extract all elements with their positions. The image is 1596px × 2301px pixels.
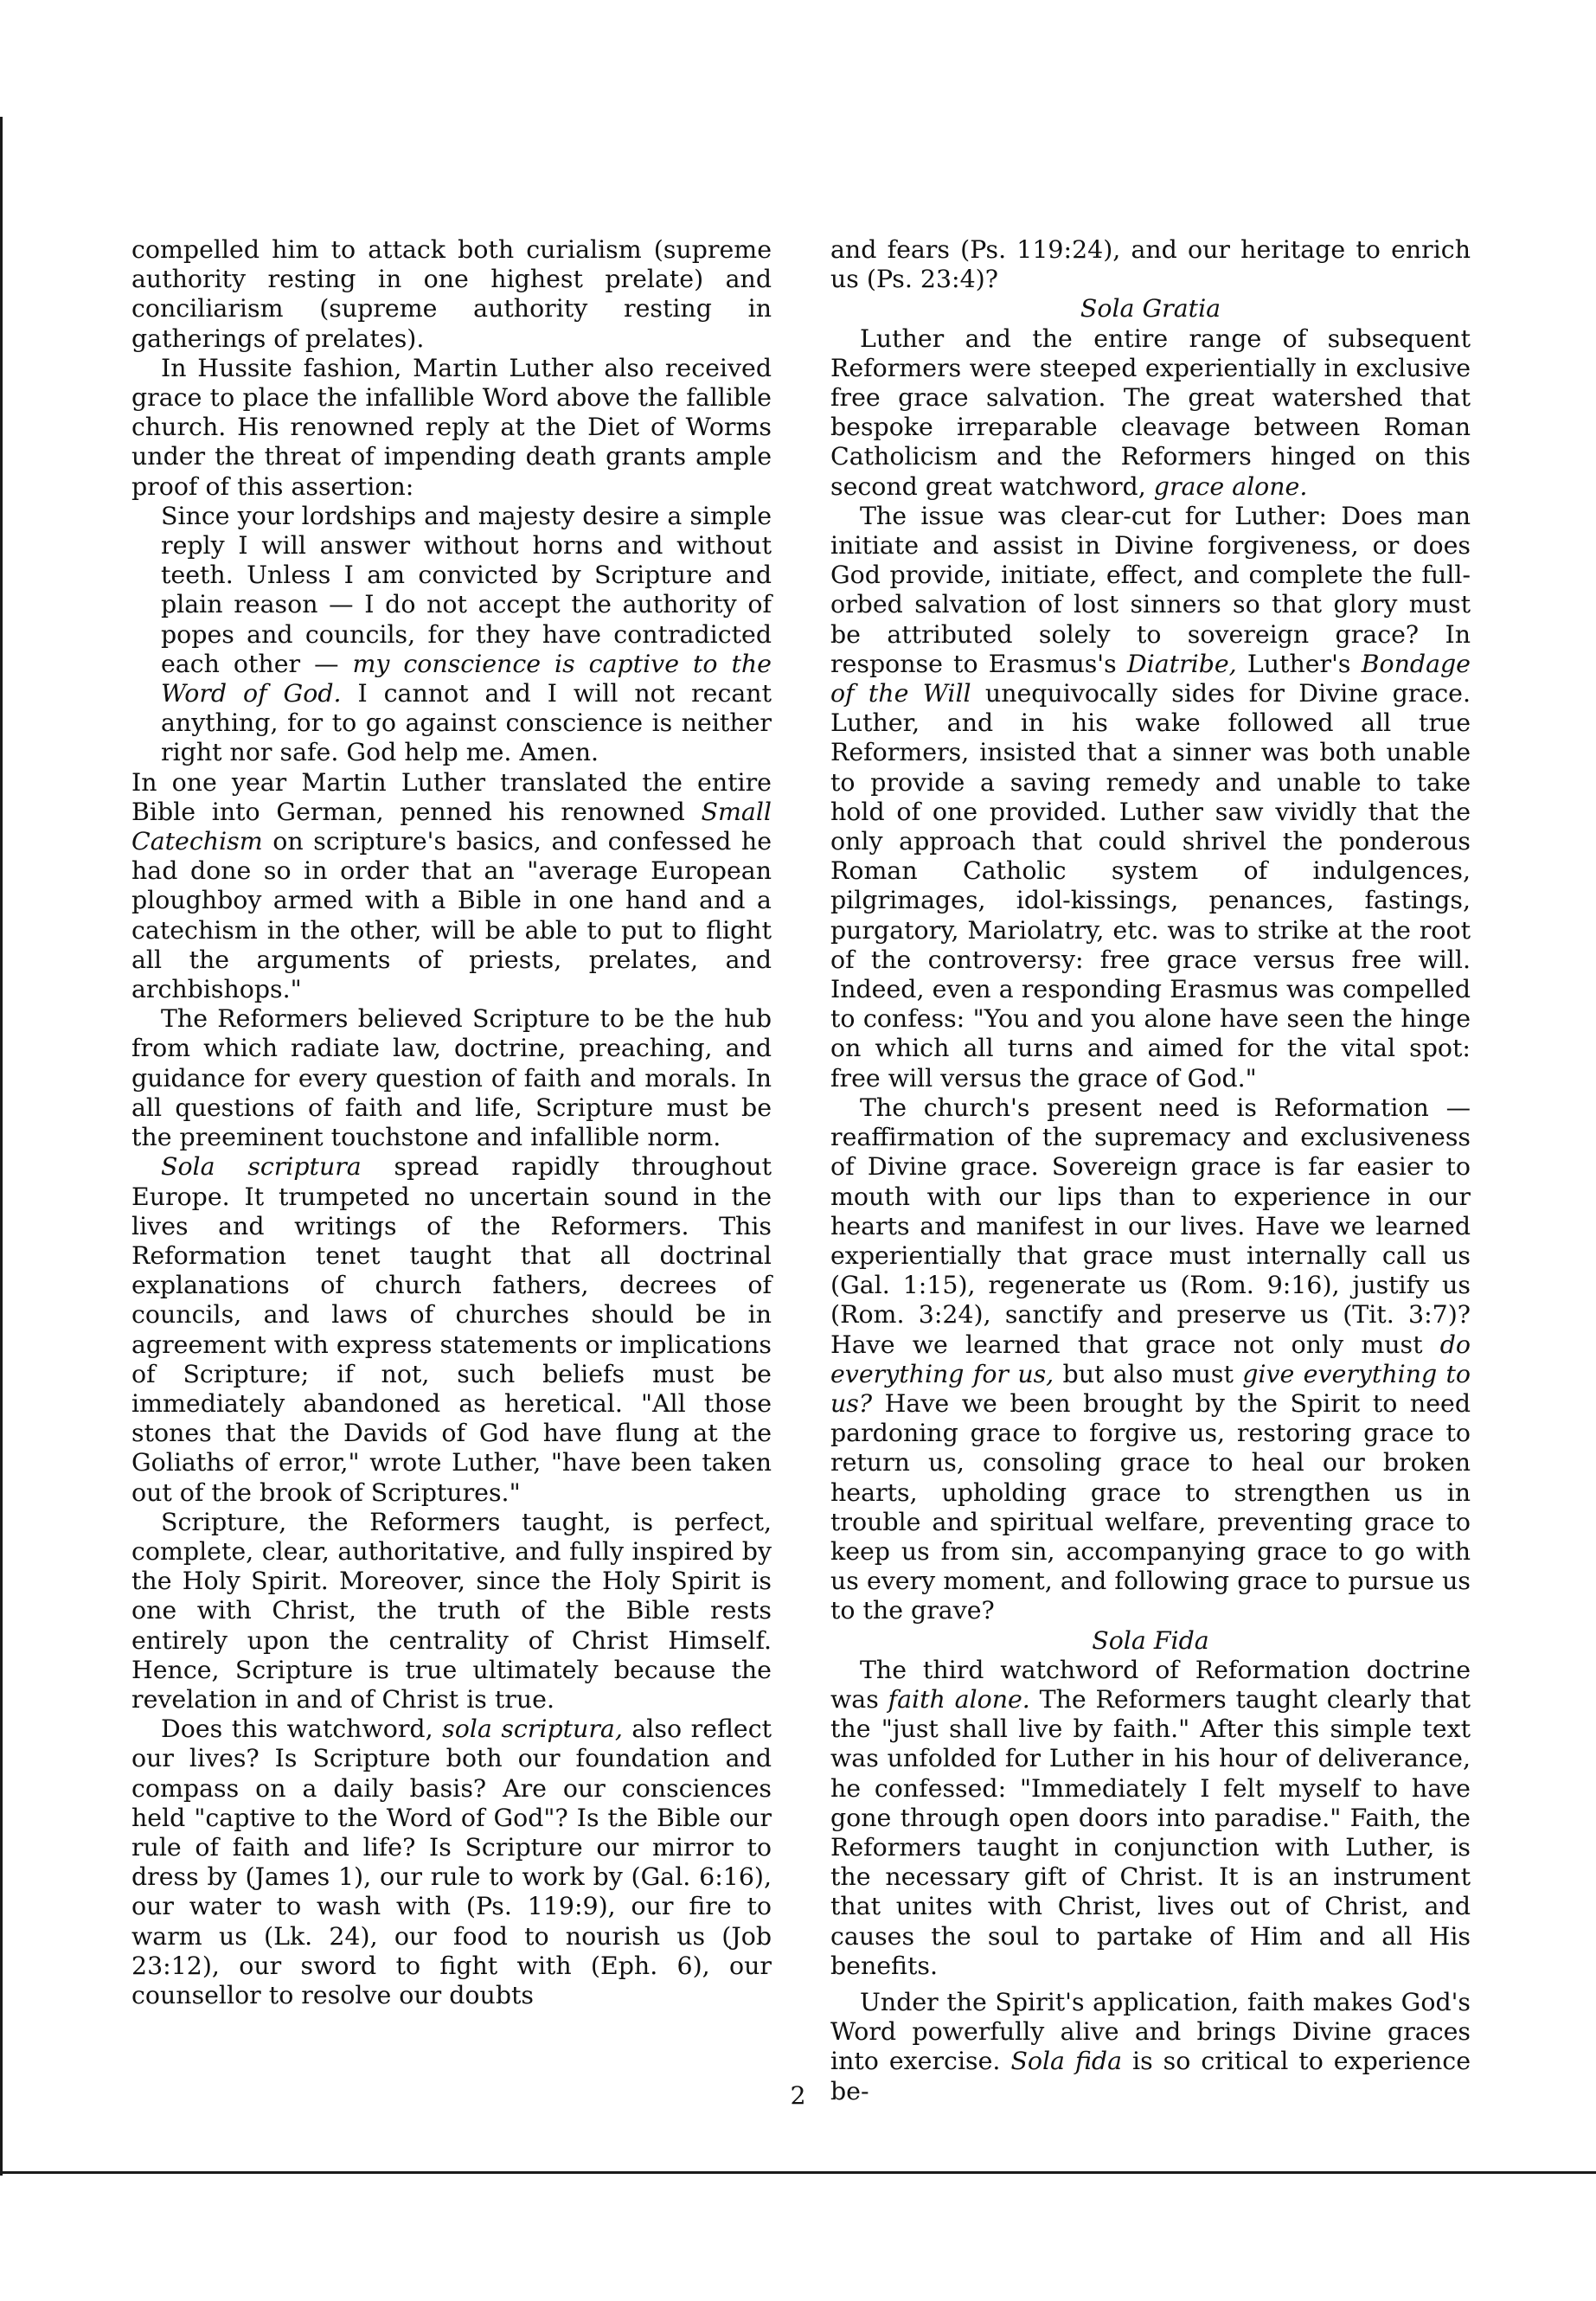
right-column: [830, 235, 1471, 2106]
paragraph: The Reformers believed Scripture to be the hub from which radiate law, doctrine, preaching, and guidance for every question of faith and morals. In all questions of faith and life, Scripture must be the preeminent touchstone and infallible norm.: [131, 1004, 772, 1152]
block-quote: Since your lordships and majesty desire a simple reply I will answer without horns and without teeth. Unless I am convicted by Scripture and plain reason — I do not accept the authority of popes and councils, for they have contradicted each other — my conscience is captive to the Word of God. I cannot and I will not recant anything, for to go against conscience is neither right nor safe. God help me. Amen.: [161, 501, 772, 767]
paragraph: The third watchword of Reformation doctrine was faith alone. The Reformers taught clearly that the "just shall live by faith." After this simple text was unfolded for Luther in his hour of deliverance, he confessed: "Immediately I felt myself to have gone through open doors into paradise." Faith, the Reformers taught in conjunction with Luther, is the necessary gift of Christ. It is an instrument that unites with Christ, lives out of Christ, and causes the soul to partake of Him and all His benefits.: [830, 1655, 1471, 1980]
paragraph: The church's present need is Reformation — reaffirmation of the supremacy and exclusiveness of Divine grace. Sovereign grace is far easier to mouth with our lips than to experience in our hearts and manifest in our lives. Have we learned experientially that grace must internally call us (Gal. 1:15), regenerate us (Rom. 9:16), justify us (Rom. 3:24), sanctify and preserve us (Tit. 3:7)? Have we learned that grace not only must do everything for us, but also must give everything to us? Have we been brought by the Spirit to need pardoning grace to forgive us, restoring grace to return us, consoling grace to heal our broken hearts, upholding grace to strengthen us in trouble and spiritual welfare, preventing grace to keep us from sin, accompanying grace to go with us every moment, and following grace to pursue us to the grave?: [830, 1093, 1471, 1625]
section-heading-sola-gratia: Sola Gratia: [1080, 294, 1221, 324]
scan-bottom-edge: [0, 2171, 1596, 2174]
paragraph: Under the Spirit's application, faith makes God's Word powerfully alive and brings Divine graces into exercise. Sola fida is so critical to experience be-: [830, 1987, 1471, 2106]
scan-left-edge: [0, 117, 3, 2176]
section-heading-sola-fida: Sola Fida: [1092, 1625, 1209, 1655]
paragraph: In Hussite fashion, Martin Luther also received grace to place the infallible Word above the fallible church. His renowned reply at the Diet of Worms under the threat of impending death grants ample proof of this assertion:: [131, 353, 772, 501]
paragraph: In one year Martin Luther translated the entire Bible into German, penned his renowned Small Catechism on scripture's basics, and confessed he had done so in order that an "average European ploughboy armed with a Bible in one hand and a catechism in the other, will be able to put to flight all the arguments of priests, prelates, and archbishops.": [131, 767, 772, 1004]
paragraph: compelled him to attack both curialism (supreme authority resting in one highest prelate) and conciliarism (supreme authority resting in gatherings of prelates).: [131, 235, 772, 353]
paragraph: and fears (Ps. 119:24), and our heritage to enrich us (Ps. 23:4)?: [830, 235, 1471, 294]
left-column: [131, 235, 772, 2010]
paragraph: Luther and the entire range of subsequent Reformers were steeped experientially in exclusive free grace salvation. The great watershed that bespoke irreparable cleavage between Roman Catholicism and the Reformers hinged on this second great watchword, grace alone.: [830, 324, 1471, 501]
paragraph: The issue was clear-cut for Luther: Does man initiate and assist in Divine forgiveness, or does God provide, initiate, effect, and complete the full-orbed salvation of lost sinners so that glory must be attributed solely to sovereign grace? In response to Erasmus's Diatribe, Luther's Bondage of the Will unequivocally sides for Divine grace. Luther, and in his wake followed all true Reformers, insisted that a sinner was both unable to provide a saving remedy and unable to take hold of one provided. Luther saw vividly that the only approach that could shrivel the ponderous Roman Catholic system of indulgences, pilgrimages, idol-kissings, penances, fastings, purgatory, Mariolatry, etc. was to strike at the root of the controversy: free grace versus free will. Indeed, even a responding Erasmus was compelled to confess: "You and you alone have seen the hinge on which all turns and aimed for the vital spot: free will versus the grace of God.": [830, 501, 1471, 1093]
paragraph: Does this watchword, sola scriptura, also reflect our lives? Is Scripture both our foundation and compass on a daily basis? Are our consciences held "captive to the Word of God"? Is the Bible our rule of faith and life? Is Scripture our mirror to dress by (James 1), our rule to work by (Gal. 6:16), our water to wash with (Ps. 119:9), our fire to warm us (Lk. 24), our food to nourish us (Job 23:12), our sword to fight with (Eph. 6), our counsellor to resolve our doubts: [131, 1715, 772, 2009]
page-number: 2: [790, 2081, 806, 2110]
paragraph: Sola scriptura spread rapidly throughout Europe. It trumpeted no uncertain sound in the lives and writings of the Reformers. This Reformation tenet taught that all doctrinal explanations of church fathers, decrees of councils, and laws of churches should be in agreement with express statements or implications of Scripture; if not, such beliefs must be immediately abandoned as heretical. "All those stones that the Davids of God have flung at the Goliaths of error," wrote Luther, "have been taken out of the brook of Scriptures.": [131, 1152, 772, 1507]
paragraph: Scripture, the Reformers taught, is perfect, complete, clear, authoritative, and fully inspired by the Holy Spirit. Moreover, since the Holy Spirit is one with Christ, the truth of the Bible rests entirely upon the centrality of Christ Himself. Hence, Scripture is true ultimately because the revelation in and of Christ is true.: [131, 1507, 772, 1714]
